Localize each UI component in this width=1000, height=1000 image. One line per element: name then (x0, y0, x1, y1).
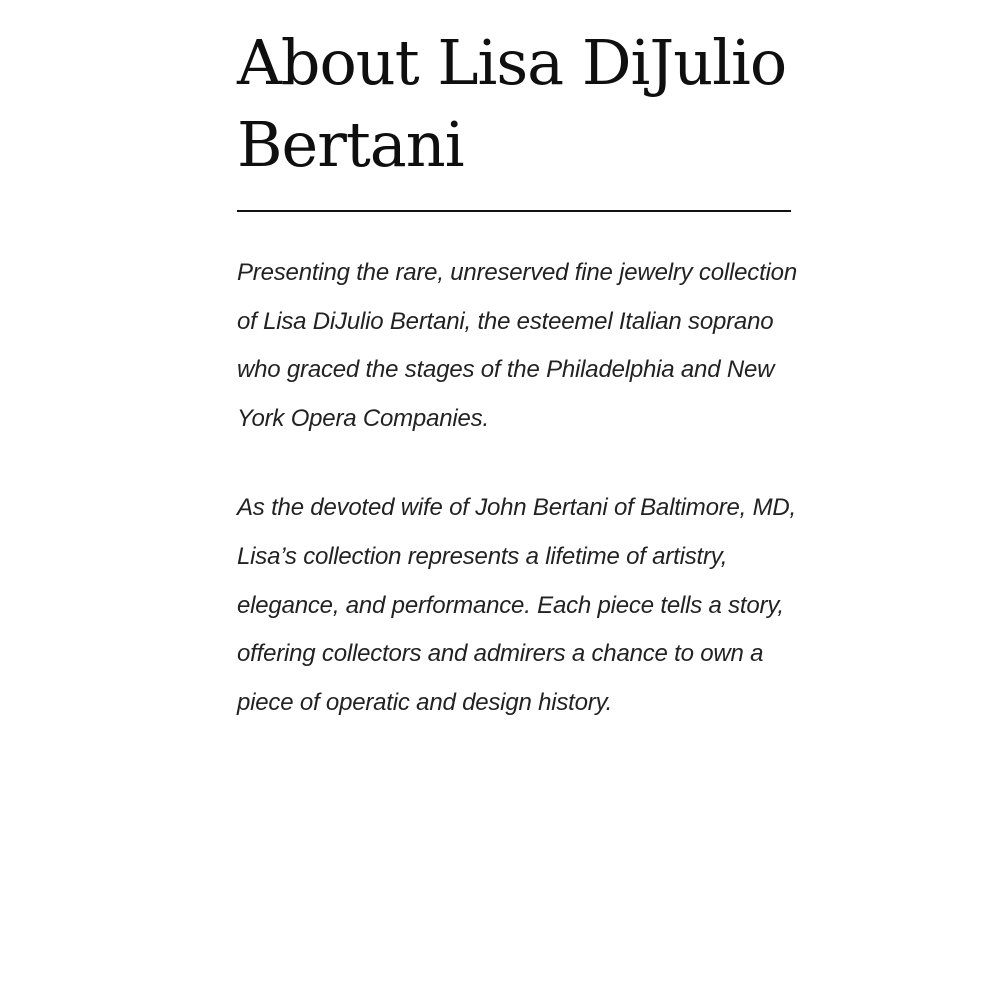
intro-paragraph: Presenting the rare, unreserved fine jewelry collection of Lisa DiJulio Bertani, the esteemel Italian soprano who graced the stages of the Philadelphia and New York Opera Companies. (237, 259, 797, 432)
page-title: About Lisa DiJulio Bertani (237, 26, 787, 181)
about-section (237, 22, 797, 727)
title-divider (237, 210, 791, 212)
biography-paragraph: As the devoted wife of John Bertani of Baltimore, MD, Lisa’s collection represents a lifetime of artistry, elegance, and performance. Each piece tells a story, offering collectors and admirers a chance to own a piece of operatic and design history. (237, 494, 797, 716)
